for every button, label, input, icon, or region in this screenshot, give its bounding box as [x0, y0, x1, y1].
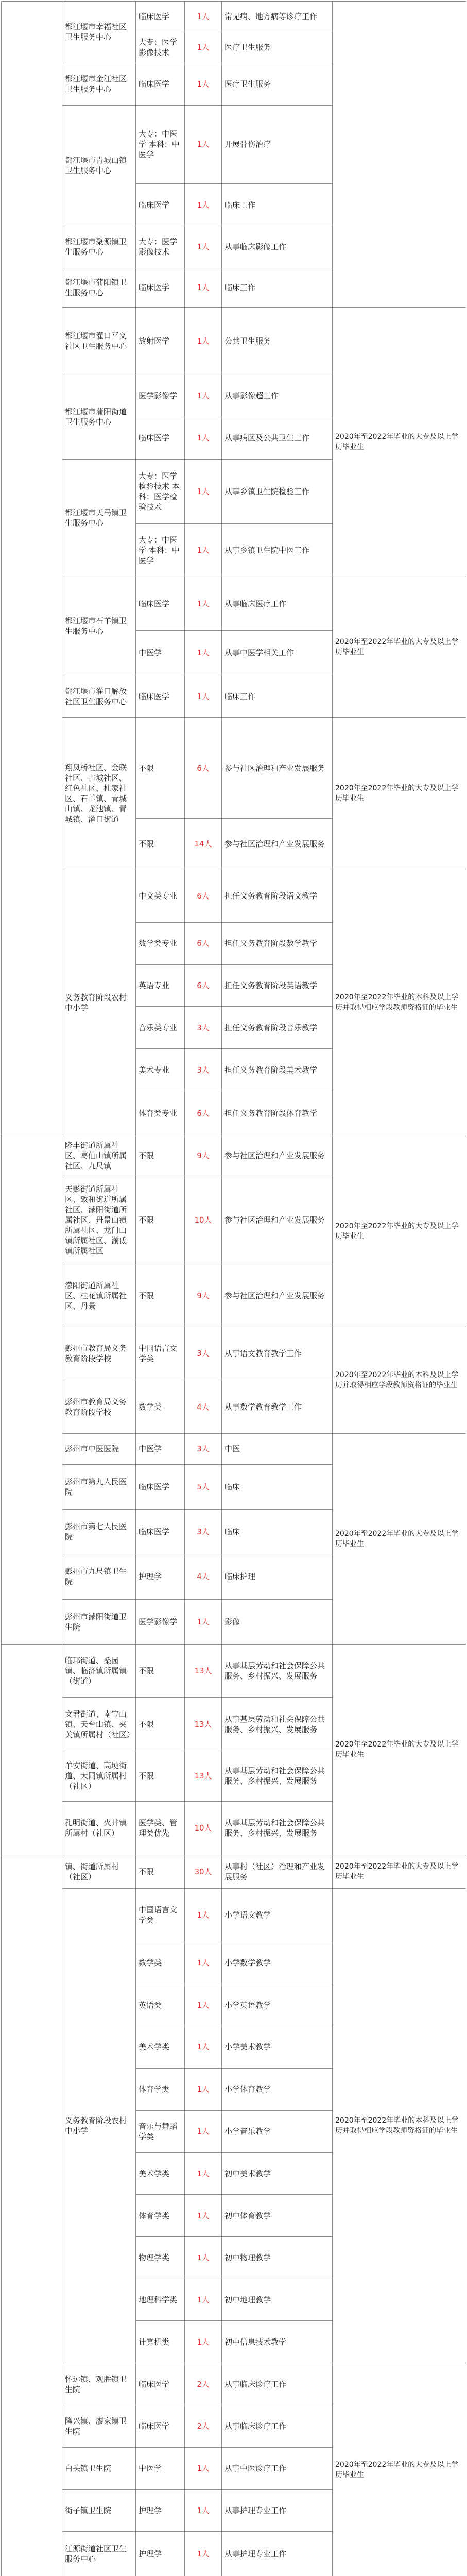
- table-row: [2, 717, 466, 818]
- duty-cell: 从事基层劳动和社会保障公共服务、乡村振兴、发展服务: [222, 1751, 333, 1801]
- duty-cell: 小学语文教学: [222, 1889, 333, 1942]
- organization-cell: 彭州市九尺镇卫生院: [62, 1554, 136, 1599]
- major-cell: 地理科学类: [136, 2279, 185, 2321]
- organization-cell: 彭州市第七人民医院: [62, 1510, 136, 1554]
- major-cell: 体育学类: [136, 2068, 185, 2110]
- major-cell: 英语类: [136, 1984, 185, 2026]
- headcount-cell: 6人: [185, 964, 222, 1007]
- duty-cell: 参与社区治理和产业发展服务: [222, 717, 333, 818]
- headcount-cell: 1人: [185, 2532, 222, 2576]
- major-cell: 临床医学: [136, 2, 185, 32]
- organization-cell: 文君街道、南宝山镇、天台山镇、夹关镇所属村（社区）: [62, 1698, 136, 1751]
- organization-cell: 隆兴镇、廖家镇卫生院: [62, 2405, 136, 2447]
- organization-cell: 都江堰市幸福社区卫生服务中心: [62, 2, 136, 63]
- headcount-cell: 1人: [185, 1599, 222, 1644]
- headcount-cell: 1人: [185, 459, 222, 523]
- organization-cell: 临邛街道、桑园镇、临济镇所属镇（街道）: [62, 1644, 136, 1698]
- organization-cell: 镇、街道所属村（社区）: [62, 1855, 136, 1888]
- organization-cell: 都江堰市青城山镇卫生服务中心: [62, 105, 136, 226]
- duty-cell: 初中美术教学: [222, 2153, 333, 2195]
- duty-cell: 从事基层劳动和社会保障公共服务、乡村振兴、发展服务: [222, 1698, 333, 1751]
- duty-cell: 临床工作: [222, 184, 333, 226]
- major-cell: 不限: [136, 1644, 185, 1698]
- district-cell: [2, 1136, 62, 1645]
- table-row: [2, 869, 466, 923]
- organization-cell: 都江堰市天马镇卫生服务中心: [62, 459, 136, 577]
- major-cell: 体育类专业: [136, 1091, 185, 1136]
- headcount-cell: 1人: [185, 2489, 222, 2532]
- headcount-cell: 1人: [185, 105, 222, 184]
- requirement-cell: 2020年至2022年毕业的大专及以上学历毕业生: [333, 1433, 466, 1644]
- headcount-cell: 6人: [185, 1091, 222, 1136]
- duty-cell: 初中体育教学: [222, 2195, 333, 2237]
- major-cell: 大专：医学影像技术: [136, 226, 185, 268]
- major-cell: 中文类专业: [136, 869, 185, 923]
- headcount-cell: 30人: [185, 1855, 222, 1888]
- headcount-cell: 1人: [185, 2068, 222, 2110]
- headcount-cell: 9人: [185, 1136, 222, 1175]
- organization-cell: 街子镇卫生院: [62, 2489, 136, 2532]
- headcount-cell: 3人: [185, 1510, 222, 1554]
- duty-cell: 参与社区治理和产业发展服务: [222, 1265, 333, 1327]
- headcount-cell: 6人: [185, 869, 222, 923]
- major-cell: 临床医学: [136, 2405, 185, 2447]
- major-cell: 美术学类: [136, 2153, 185, 2195]
- major-cell: 体育学类: [136, 2195, 185, 2237]
- headcount-cell: 1人: [185, 268, 222, 307]
- duty-cell: 临床: [222, 1510, 333, 1554]
- headcount-cell: 13人: [185, 1751, 222, 1801]
- duty-cell: 从事中医学相关工作: [222, 631, 333, 675]
- organization-cell: 义务教育阶段农村中小学: [62, 1889, 136, 2363]
- duty-cell: 初中信息技术教学: [222, 2321, 333, 2363]
- headcount-cell: 10人: [185, 1802, 222, 1855]
- duty-cell: 临床工作: [222, 675, 333, 718]
- requirement-cell: 2020年至2022年毕业的大专及以上学历毕业生: [333, 1855, 466, 1888]
- duty-cell: 临床工作: [222, 268, 333, 307]
- major-cell: 不限: [136, 717, 185, 818]
- table-row: [2, 1327, 466, 1380]
- duty-cell: 从事临床影像工作: [222, 226, 333, 268]
- duty-cell: 担任义务教育阶段数学教学: [222, 922, 333, 964]
- duty-cell: 担任义务教育阶段音乐教学: [222, 1007, 333, 1049]
- major-cell: 大专：中医学 本科：中医学: [136, 523, 185, 577]
- duty-cell: 医疗卫生服务: [222, 63, 333, 105]
- headcount-cell: 1人: [185, 32, 222, 63]
- headcount-cell: 1人: [185, 1984, 222, 2026]
- district-cell: [2, 1644, 62, 1855]
- headcount-cell: 3人: [185, 1327, 222, 1380]
- table-row: [2, 1889, 466, 1942]
- major-cell: 不限: [136, 1855, 185, 1888]
- table-row: [2, 1136, 466, 1175]
- major-cell: 不限: [136, 1136, 185, 1175]
- duty-cell: 公共卫生服务: [222, 308, 333, 375]
- organization-cell: 翔凤桥社区、金联社区、古城社区、红色社区、杜家社区、石羊镇、青城山镇、龙池镇、青城镇、灌口街道: [62, 717, 136, 869]
- duty-cell: 从事中医诊疗工作: [222, 2447, 333, 2489]
- duty-cell: 从事乡镇卫生院检验工作: [222, 459, 333, 523]
- duty-cell: 担任义务教育阶段英语教学: [222, 964, 333, 1007]
- table-row: [2, 1855, 466, 1888]
- duty-cell: 担任义务教育阶段体育教学: [222, 1091, 333, 1136]
- duty-cell: 临床护理: [222, 1554, 333, 1599]
- duty-cell: 中医: [222, 1433, 333, 1464]
- organization-cell: 彭州市教育局义务教育阶段学校: [62, 1380, 136, 1434]
- recruitment-table: [1, 1, 466, 2576]
- duty-cell: 小学数学教学: [222, 1942, 333, 1984]
- requirement-cell: 2020年至2022年毕业的大专及以上学历毕业生: [333, 577, 466, 718]
- duty-cell: 初中地理教学: [222, 2279, 333, 2321]
- organization-cell: 都江堰市蒲阳街道卫生服务中心: [62, 375, 136, 459]
- major-cell: 中国语言文学类: [136, 1327, 185, 1380]
- duty-cell: 从事护理专业工作: [222, 2532, 333, 2576]
- major-cell: 中医学: [136, 2447, 185, 2489]
- headcount-cell: 1人: [185, 184, 222, 226]
- organization-cell: 义务教育阶段农村中小学: [62, 869, 136, 1136]
- headcount-cell: 6人: [185, 922, 222, 964]
- major-cell: 不限: [136, 819, 185, 869]
- major-cell: 放射医学: [136, 308, 185, 375]
- major-cell: 不限: [136, 1751, 185, 1801]
- district-cell: [2, 2, 62, 1136]
- major-cell: 临床医学: [136, 1464, 185, 1509]
- headcount-cell: 1人: [185, 63, 222, 105]
- duty-cell: 小学美术教学: [222, 2026, 333, 2069]
- major-cell: 临床医学: [136, 577, 185, 631]
- headcount-cell: 1人: [185, 2236, 222, 2279]
- table-row: [2, 2, 466, 32]
- headcount-cell: 1人: [185, 2026, 222, 2069]
- major-cell: 物理学类: [136, 2236, 185, 2279]
- headcount-cell: 1人: [185, 226, 222, 268]
- major-cell: 护理学: [136, 2532, 185, 2576]
- duty-cell: 小学体育教学: [222, 2068, 333, 2110]
- headcount-cell: 1人: [185, 523, 222, 577]
- organization-cell: 彭州市第九人民医院: [62, 1464, 136, 1509]
- duty-cell: 从事临床诊疗工作: [222, 2405, 333, 2447]
- headcount-cell: 1人: [185, 2279, 222, 2321]
- major-cell: 临床医学: [136, 268, 185, 307]
- organization-cell: 彭州市中医医院: [62, 1433, 136, 1464]
- headcount-cell: 1人: [185, 417, 222, 459]
- duty-cell: 担任义务教育阶段美术教学: [222, 1049, 333, 1091]
- major-cell: 中医学: [136, 631, 185, 675]
- duty-cell: 小学英语教学: [222, 1984, 333, 2026]
- headcount-cell: 13人: [185, 1644, 222, 1698]
- duty-cell: 开展骨伤治疗: [222, 105, 333, 184]
- duty-cell: 从事临床诊疗工作: [222, 2363, 333, 2405]
- major-cell: 医学影像学: [136, 375, 185, 417]
- headcount-cell: 13人: [185, 1698, 222, 1751]
- headcount-cell: 5人: [185, 1464, 222, 1509]
- headcount-cell: 2人: [185, 2363, 222, 2405]
- organization-cell: 彭州市濛阳街道卫生院: [62, 1599, 136, 1644]
- major-cell: 临床医学: [136, 2363, 185, 2405]
- duty-cell: 从事病区及公共卫生工作: [222, 417, 333, 459]
- headcount-cell: 1人: [185, 375, 222, 417]
- major-cell: 数学类: [136, 1942, 185, 1984]
- organization-cell: 都江堰市聚源镇卫生服务中心: [62, 226, 136, 268]
- organization-cell: 都江堰市金江社区卫生服务中心: [62, 63, 136, 105]
- headcount-cell: 14人: [185, 819, 222, 869]
- requirement-cell: 2020年至2022年毕业的大专及以上学历毕业生: [333, 308, 466, 577]
- table-row: [2, 1433, 466, 1464]
- organization-cell: 濛阳街道所属社区、桂花镇所属社区、丹景: [62, 1265, 136, 1327]
- headcount-cell: 2人: [185, 2405, 222, 2447]
- organization-cell: 孔明街道、火井镇所属村（社区）: [62, 1802, 136, 1855]
- organization-cell: 白头镇卫生院: [62, 2447, 136, 2489]
- organization-cell: 都江堰市石羊镇卫生服务中心: [62, 577, 136, 675]
- duty-cell: 从事数学教育教学工作: [222, 1380, 333, 1434]
- table-row: [2, 1644, 466, 1698]
- organization-cell: 天彭街道所属社区、致和街道所属社区、濛阳街道所属社区、丹景山镇所属社区、龙门山镇所属社区、湔氐镇所属社区: [62, 1175, 136, 1265]
- major-cell: 不限: [136, 1698, 185, 1751]
- major-cell: 美术专业: [136, 1049, 185, 1091]
- requirement-cell: 2020年至2022年毕业的本科及以上学历并取得相应学段教师资格证的毕业生: [333, 1889, 466, 2363]
- organization-cell: 都江堰市蒲阳镇卫生服务中心: [62, 268, 136, 307]
- table-row: [2, 2363, 466, 2405]
- headcount-cell: 3人: [185, 1433, 222, 1464]
- duty-cell: 从事护理专业工作: [222, 2489, 333, 2532]
- major-cell: 美术学类: [136, 2026, 185, 2069]
- duty-cell: 医疗卫生服务: [222, 32, 333, 63]
- duty-cell: 从事乡镇卫生院中医工作: [222, 523, 333, 577]
- duty-cell: 担任义务教育阶段语文教学: [222, 869, 333, 923]
- headcount-cell: 1人: [185, 675, 222, 718]
- major-cell: 中医学: [136, 1433, 185, 1464]
- organization-cell: 都江堰市灌口解放社区卫生服务中心: [62, 675, 136, 718]
- table-row: [2, 308, 466, 375]
- major-cell: 计算机类: [136, 2321, 185, 2363]
- major-cell: 护理学: [136, 1554, 185, 1599]
- duty-cell: 初中物理教学: [222, 2236, 333, 2279]
- requirement-cell: 2020年至2022年毕业的本科及以上学历并取得相应学段教师资格证的毕业生: [333, 869, 466, 1136]
- duty-cell: 从事语文教育教学工作: [222, 1327, 333, 1380]
- requirement-cell: 2020年至2022年毕业的大专及以上学历毕业生: [333, 1136, 466, 1327]
- major-cell: 临床医学: [136, 63, 185, 105]
- headcount-cell: 4人: [185, 1380, 222, 1434]
- major-cell: 中国语言文学类: [136, 1889, 185, 1942]
- headcount-cell: 1人: [185, 577, 222, 631]
- duty-cell: 从事基层劳动和社会保障公共服务、乡村振兴、发展服务: [222, 1644, 333, 1698]
- headcount-cell: 1人: [185, 2447, 222, 2489]
- duty-cell: 参与社区治理和产业发展服务: [222, 1175, 333, 1265]
- organization-cell: 隆丰街道所属社区、葛仙山镇所属社区、九尺镇: [62, 1136, 136, 1175]
- major-cell: 护理学: [136, 2489, 185, 2532]
- major-cell: 医学类、管理类优先: [136, 1802, 185, 1855]
- major-cell: 数学类: [136, 1380, 185, 1434]
- major-cell: 医学影像学: [136, 1599, 185, 1644]
- headcount-cell: 1人: [185, 1889, 222, 1942]
- duty-cell: 影像: [222, 1599, 333, 1644]
- requirement-cell: 2020年至2022年毕业的大专及以上学历毕业生: [333, 1644, 466, 1855]
- requirement-cell: 2020年至2022年毕业的大专及以上学历毕业生: [333, 2363, 466, 2576]
- major-cell: 大专：中医学 本科：中医学: [136, 105, 185, 184]
- major-cell: 临床医学: [136, 417, 185, 459]
- duty-cell: 从事村（社区）治理和产业发展服务: [222, 1855, 333, 1888]
- headcount-cell: 1人: [185, 2110, 222, 2153]
- major-cell: 临床医学: [136, 675, 185, 718]
- duty-cell: 参与社区治理和产业发展服务: [222, 1136, 333, 1175]
- duty-cell: 临床: [222, 1464, 333, 1509]
- headcount-cell: 6人: [185, 717, 222, 818]
- duty-cell: 参与社区治理和产业发展服务: [222, 819, 333, 869]
- headcount-cell: 1人: [185, 2153, 222, 2195]
- organization-cell: 江源街道社区卫生服务中心: [62, 2532, 136, 2576]
- major-cell: 音乐与舞蹈学类: [136, 2110, 185, 2153]
- duty-cell: 从事影像超工作: [222, 375, 333, 417]
- requirement-cell: 2020年至2022年毕业的大专及以上学历毕业生: [333, 717, 466, 869]
- headcount-cell: 3人: [185, 1007, 222, 1049]
- headcount-cell: 4人: [185, 1554, 222, 1599]
- major-cell: 临床医学: [136, 184, 185, 226]
- major-cell: 临床医学: [136, 1510, 185, 1554]
- duty-cell: 小学音乐教学: [222, 2110, 333, 2153]
- headcount-cell: 1人: [185, 2321, 222, 2363]
- headcount-cell: 1人: [185, 1942, 222, 1984]
- major-cell: 音乐类专业: [136, 1007, 185, 1049]
- major-cell: 英语专业: [136, 964, 185, 1007]
- requirement-cell: [333, 2, 466, 308]
- organization-cell: 羊安街道、高埂街道、大同镇所属村（社区）: [62, 1751, 136, 1801]
- headcount-cell: 1人: [185, 308, 222, 375]
- headcount-cell: 1人: [185, 2195, 222, 2237]
- duty-cell: 常见病、地方病等诊疗工作: [222, 2, 333, 32]
- major-cell: 大专：医学检验技术 本科：医学检验技术: [136, 459, 185, 523]
- major-cell: 大专：医学影像技术: [136, 32, 185, 63]
- major-cell: 不限: [136, 1175, 185, 1265]
- headcount-cell: 9人: [185, 1265, 222, 1327]
- organization-cell: 怀远镇、观胜镇卫生院: [62, 2363, 136, 2405]
- headcount-cell: 1人: [185, 631, 222, 675]
- organization-cell: 彭州市教育局义务教育阶段学校: [62, 1327, 136, 1380]
- headcount-cell: 1人: [185, 2, 222, 32]
- table-row: [2, 577, 466, 631]
- district-cell: [2, 1855, 62, 2576]
- headcount-cell: 10人: [185, 1175, 222, 1265]
- duty-cell: 从事基层劳动和社会保障公共服务、乡村振兴、发展服务: [222, 1802, 333, 1855]
- headcount-cell: 3人: [185, 1049, 222, 1091]
- requirement-cell: 2020年至2022年毕业的本科及以上学历并取得相应学段教师资格证的毕业生: [333, 1327, 466, 1433]
- organization-cell: 都江堰市灌口平义社区卫生服务中心: [62, 308, 136, 375]
- duty-cell: 从事临床医疗工作: [222, 577, 333, 631]
- major-cell: 不限: [136, 1265, 185, 1327]
- major-cell: 数学类专业: [136, 922, 185, 964]
